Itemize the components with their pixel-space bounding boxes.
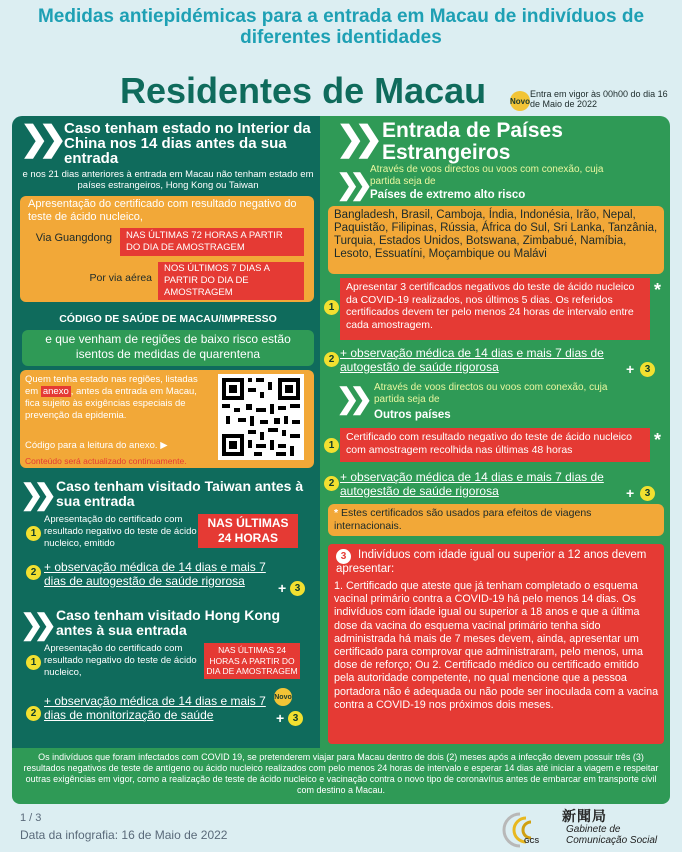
plus-sign: + <box>278 580 287 596</box>
step-3-icon: 3 <box>288 711 303 726</box>
via-guangdong-requirement: NAS ÚLTIMAS 72 HORAS A PARTIR DO DIA DE AMOSTRAGEM <box>120 228 304 256</box>
high-risk-item2: + observação médica de 14 dias e mais 7 dias de autogestão de saúde rigorosa <box>340 346 604 374</box>
logo-chinese: 新聞局 <box>562 809 607 825</box>
hongkong-title: Caso tenham visitado Hong Kong antes à sua entrada <box>56 607 281 638</box>
logo-abbreviation: GCS <box>524 838 540 845</box>
other-intro: Através de voos directos ou voos com conexão, cuja partida seja de <box>374 382 608 405</box>
chevron-right-icon: ❯❯ <box>20 120 57 158</box>
qr-code-label: Código para a leitura do anexo. ▶ <box>25 440 168 451</box>
hongkong-requirement: NAS ÚLTIMAS 24 HORAS A PARTIR DO DIA DE AMOSTRAGEM <box>204 643 300 679</box>
china-title: Caso tenham estado no Interior da China nos 14 dias antes da sua entrada <box>64 120 311 167</box>
plus-sign: + <box>276 710 285 726</box>
taiwan-item2: + observação médica de 14 dias e mais 7 dias de autogestão de saúde rigorosa <box>44 560 266 588</box>
step-2-icon: 2 <box>324 352 339 367</box>
high-risk-countries: Bangladesh, Brasil, Camboja, Índia, Indonésia, Irão, Nepal, Paquistão, Filipinas, Rússia, África do Sul, Sri Lanka, Tanzânia, Turquia, Estados Unidos, Botswana, Zimbabué, Namíbia, Lesoto, Essuatíni, Moçambique ou Malávi <box>328 206 664 274</box>
plus-sign: + <box>626 361 635 377</box>
effective-date: Entra em vigor às 00h00 do dia 16 de Maio de 2022 <box>530 89 668 109</box>
asterisk-icon: * <box>654 280 662 300</box>
china-certificate-text: Apresentação do certificado com resultado negativo do teste de ácido nucleico, <box>28 198 297 223</box>
chevron-right-icon: ❯❯ <box>336 169 363 200</box>
step-2-icon: 2 <box>26 706 41 721</box>
step-1-icon: 1 <box>26 526 41 541</box>
item3-body: 1. Certificado que ateste que já tenham completado o esquema vacinal primário contra a COVID-19 há pelo menos 14 dias. Os indivíduos com idade igual ou superior a 18 anos e que a última dose da vacina do esquema vacinal primário tenha sido administrada há mais de 7 meses devem, ainda, apresentar um certificado para comprovar que administraram, pelo menos, uma dose de reforço; Ou 2. Certificado médico ou certificado emitido pela autoridade competente, no qual mencione que a pessoa portadora não é adequada ou não pode ser inoculada com a vacina contra a COVID-19 nos próximos dois meses. <box>334 580 659 711</box>
qr-code[interactable] <box>218 374 304 460</box>
high-risk-intro: Através de voos directos ou voos com conexão, cuja partida seja de <box>370 164 604 187</box>
via-aerea-requirement: NOS ÚLTIMOS 7 DIAS A PARTIR DO DIA DE AMOSTRAGEM <box>158 262 304 300</box>
chevron-right-icon: ❯❯ <box>20 479 47 510</box>
annex-link[interactable]: anexo <box>42 386 69 397</box>
update-note: Conteúdo será actualizado continuamente. <box>25 456 187 466</box>
hongkong-item2: + observação médica de 14 dias e mais 7 dias de monitorização de saúde <box>44 694 266 722</box>
chevron-right-icon: ❯❯ <box>336 120 373 158</box>
low-risk-note: e que venham de regiões de baixo risco estão isentos de medidas de quarentena <box>22 330 314 366</box>
via-aerea-label: Por via aérea <box>89 272 152 284</box>
step-3-icon: 3 <box>290 581 305 596</box>
play-icon: ▶ <box>160 440 168 451</box>
other-item2: + observação médica de 14 dias e mais 7 dias de autogestão de saúde rigorosa <box>340 470 604 498</box>
hongkong-item1: Apresentação do certificado com resultado negativo do teste de ácido nucleico, <box>44 643 197 678</box>
logo-name-line1: Gabinete de <box>566 824 621 835</box>
step-1-icon: 1 <box>324 300 339 315</box>
infographic-date: Data da infografia: 16 de Maio de 2022 <box>20 828 228 842</box>
other-item1: Certificado com resultado negativo do teste de ácido nucleico com amostragem recolhida nas últimas 48 horas <box>340 428 650 462</box>
high-risk-label: Países de extremo alto risco <box>370 189 526 201</box>
step-3-icon: 3 <box>640 486 655 501</box>
step-3-icon: 3 <box>336 549 351 564</box>
chevron-right-icon: ❯❯ <box>20 609 47 640</box>
plus-sign: + <box>626 485 635 501</box>
other-label: Outros países <box>374 409 451 421</box>
step-2-icon: 2 <box>26 565 41 580</box>
infographic-title: Medidas antiepidémicas para a entrada em Macau de indivíduos de diferentes identidades <box>37 6 645 48</box>
covid-recovered-note: Os indivíduos que foram infectados com COVID 19, se pretenderem viajar para Macau dentro de dois (2) meses após a infecção devem possuir três (3) resultados negativos de teste de antígeno ou ácido nucleico realizados com pelo menos 24 horas de intervalo e esperar 14 dias até iniciar a viagem e respeitar outras exigências em vigor, como a realização de teste de ácido nucleico e vacinação contra o novo tipo de coronavírus antes de embarcar em transporte civil com destino a Macau. <box>12 748 670 804</box>
annex-text: Quem tenha estado nas regiões, listadas em anexo , antes da entrada em Macau, fica sujeito às exigências especiais de prevenção da epidemia. <box>25 374 198 421</box>
china-subtitle: e nos 21 dias anteriores à entrada em Macau não tenham estado em países estrangeiros, Hong Kong ou Taiwan <box>22 169 314 191</box>
health-code-label: CÓDIGO DE SAÚDE DE MACAU/IMPRESSO <box>59 313 277 325</box>
high-risk-item1: Apresentar 3 certificados negativos do teste de ácido nucleico da COVID-19 realizados, nos últimos 5 dias. Os referidos certificados devem ter pelo menos 24 horas de intervalo entre cada amostragem. <box>340 278 650 340</box>
foreign-title: Entrada de Países Estrangeiros <box>382 119 563 164</box>
via-guangdong-label: Via Guangdong <box>35 232 112 244</box>
taiwan-item1: Apresentação do certificado com resultado negativo do teste de ácido nucleico, emitido <box>44 514 197 549</box>
new-badge: Novo <box>510 91 530 111</box>
step-2-icon: 2 <box>324 476 339 491</box>
step-3-icon: 3 <box>640 362 655 377</box>
chevron-right-icon: ❯❯ <box>336 383 363 414</box>
step-1-icon: 1 <box>324 438 339 453</box>
item3-title: Indivíduos com idade igual ou superior a 12 anos devem apresentar: <box>336 549 647 575</box>
taiwan-requirement: NAS ÚLTIMAS 24 HORAS <box>198 514 298 548</box>
step-1-icon: 1 <box>26 655 41 670</box>
logo-name-line2: Comunicação Social <box>566 835 658 846</box>
page-title: Residentes de Macau <box>120 70 487 111</box>
asterisk-icon: * <box>654 430 662 450</box>
new-badge: Novo <box>274 688 292 706</box>
taiwan-title: Caso tenham visitado Taiwan antes à sua entrada <box>56 478 304 509</box>
asterisk-note: * Estes certificados são usados para efeitos de viagens internacionais. <box>328 504 664 536</box>
page-number: 1 / 3 <box>20 812 42 824</box>
